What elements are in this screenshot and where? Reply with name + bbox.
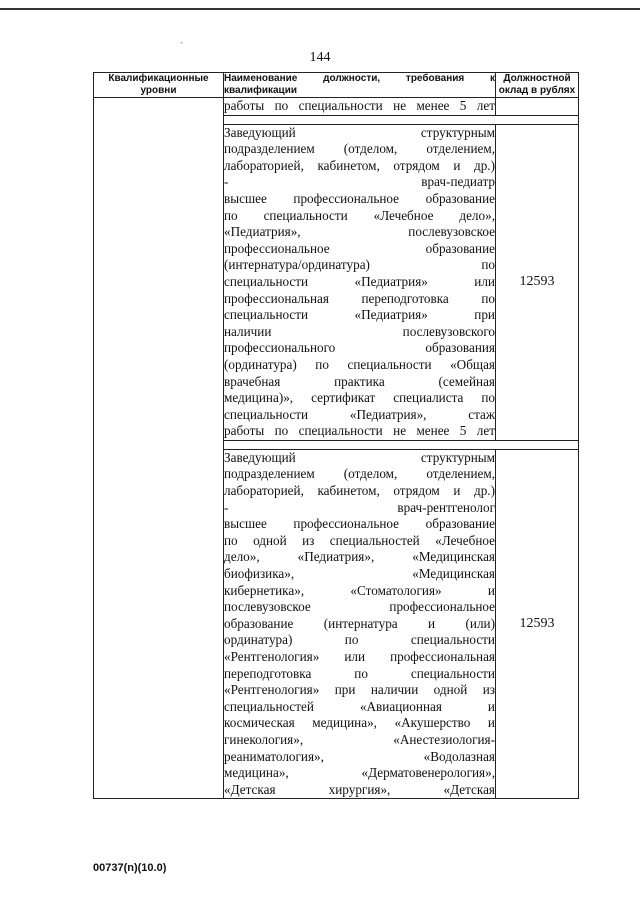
text-line: (ординатура) по специальности «Общая <box>224 356 495 372</box>
text-line: «Рентгенология» при наличии одной из <box>224 682 495 698</box>
text-line: - врач-рентгенолог <box>224 499 495 515</box>
text-line: специальности «Педиатрия» или <box>224 273 495 289</box>
text-line: лабораторией, кабинетом, отрядом и др.) <box>224 483 495 499</box>
text-line: медицина)», сертификат специалиста по <box>224 390 495 406</box>
text-line: кибернетика», «Стоматология» и <box>224 582 495 598</box>
text-line: по специальности «Лечебное дело», <box>224 207 495 223</box>
text-line: Заведующий структурным <box>224 124 495 140</box>
text-line: специальностей «Авиационная и <box>224 698 495 714</box>
footer-document-code: 00737(n)(10.0) <box>93 862 167 874</box>
page-number: 144 <box>309 50 331 65</box>
text-line: реаниматология», «Водолазная <box>224 748 495 764</box>
text-line: наличии послевузовского <box>224 323 495 339</box>
text-line: высшее профессиональное образование <box>224 190 495 206</box>
text-line: работы по специальности не менее 5 лет <box>224 423 495 439</box>
text-line: космическая медицина», «Акушерство и <box>224 715 495 731</box>
text-line: - врач-педиатр <box>224 174 495 190</box>
table-row <box>94 98 579 116</box>
text-line: врачебная практика (семейная <box>224 373 495 389</box>
text-line: специальности «Педиатрия» при <box>224 307 495 323</box>
row0-text <box>224 98 496 116</box>
text-line: медицина», «Дерматовенерология», <box>224 765 495 781</box>
text-line: послевузовское профессиональное <box>224 599 495 615</box>
text-line: гинекология», «Анестезиология- <box>224 731 495 747</box>
row2-salary: 12593 <box>496 449 579 798</box>
text-line: дело», «Педиатрия», «Медицинская <box>224 549 495 565</box>
text-line: биофизика», «Медицинская <box>224 566 495 582</box>
text-line: (интернатура/ординатура) по <box>224 257 495 273</box>
text-line: подразделением (отделом, отделением, <box>224 466 495 482</box>
row1-salary: 12593 <box>496 124 579 440</box>
row1-text <box>224 124 496 440</box>
text-line: «Педиатрия», послевузовское <box>224 224 495 240</box>
text-line: профессиональная переподготовка по <box>224 290 495 306</box>
qualification-table <box>93 72 579 799</box>
text-line: подразделением (отделом, отделением, <box>224 141 495 157</box>
text-line: работы по специальности не менее 5 лет <box>224 98 495 113</box>
text-line: переподготовка по специальности <box>224 665 495 681</box>
top-rule <box>0 8 640 10</box>
header-salary: Должностной оклад в рублях <box>496 73 579 98</box>
row0-salary <box>496 98 579 116</box>
text-line: специальности «Педиатрия», стаж <box>224 406 495 422</box>
row2-text <box>224 449 496 798</box>
scan-mark: ˎ <box>180 33 184 44</box>
header-qualification-levels: Квалификационные уровни <box>94 73 224 98</box>
text-line: по одной из специальностей «Лечебное <box>224 532 495 548</box>
text-line: Заведующий структурным <box>224 449 495 465</box>
text-line: «Детская хирургия», «Детская <box>224 781 495 797</box>
header-position-requirements: Наименование должности, требования к квалификации <box>224 73 495 96</box>
text-line: ординатура) по специальности <box>224 632 495 648</box>
text-line: «Рентгенология» или профессиональная <box>224 649 495 664</box>
qualification-level-cell <box>94 98 224 799</box>
text-line: профессиональное образование <box>224 240 495 256</box>
text-line: профессионального образования <box>224 340 495 356</box>
text-line: лабораторией, кабинетом, отрядом и др.) <box>224 157 495 173</box>
table-header-row <box>94 73 579 98</box>
text-line: образование (интернатура и (или) <box>224 615 495 631</box>
text-line: высшее профессиональное образование <box>224 516 495 532</box>
